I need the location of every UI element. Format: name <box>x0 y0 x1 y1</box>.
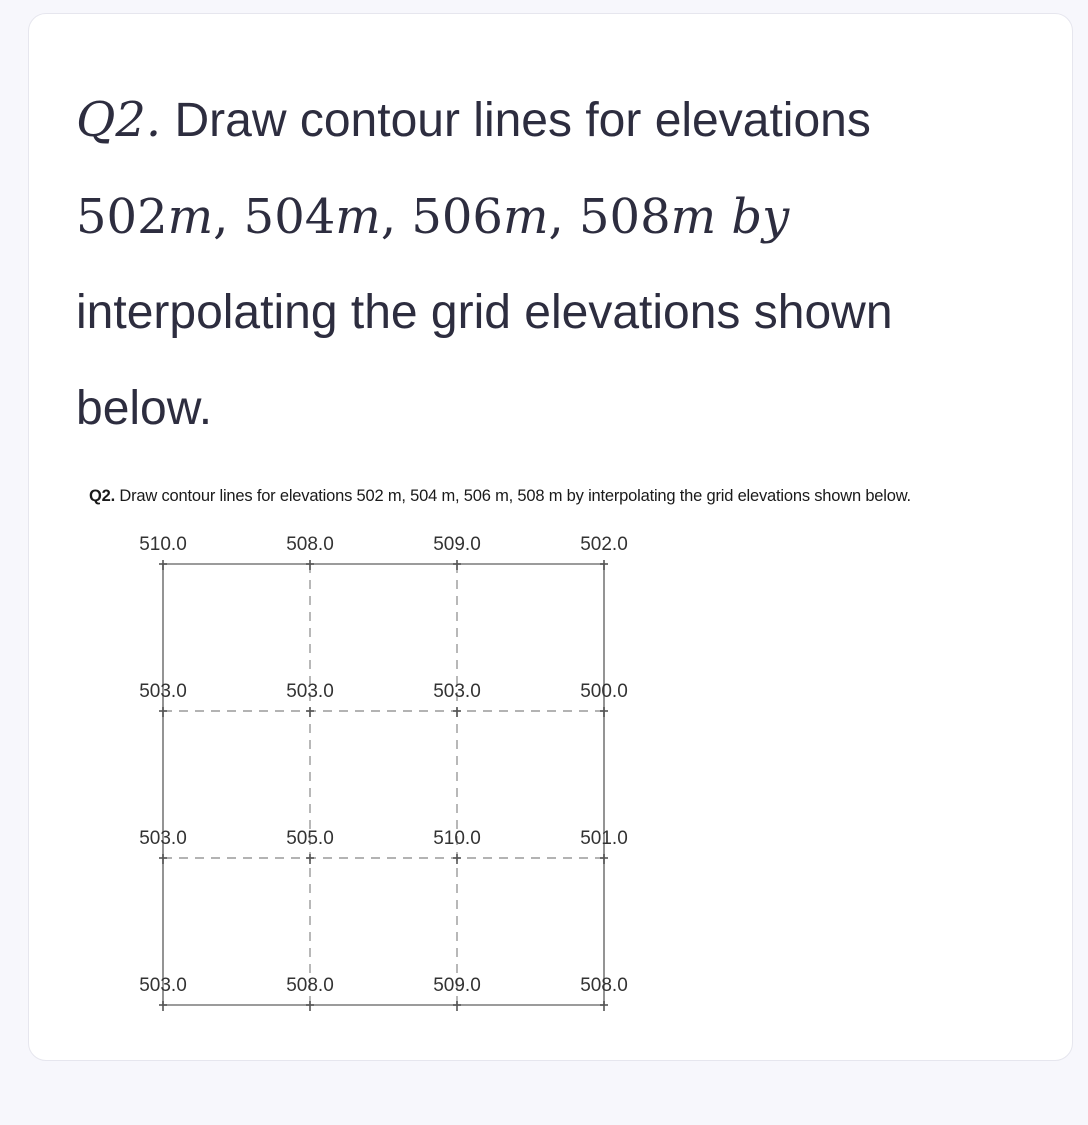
elevation-label: 503.0 <box>139 828 187 849</box>
elevation-label: 509.0 <box>433 975 481 996</box>
figure-caption-prefix: Q2. <box>89 487 115 505</box>
elevation-label: 503.0 <box>433 681 481 702</box>
elevation-label: 508.0 <box>286 975 334 996</box>
elevation-label: 505.0 <box>286 828 334 849</box>
elevation-label: 510.0 <box>433 828 481 849</box>
elevation-502: 502m, <box>76 189 229 245</box>
question-card <box>28 13 1073 1061</box>
elevation-grid <box>89 472 1049 1032</box>
grid-lines <box>159 560 608 1011</box>
elevation-label: 503.0 <box>139 975 187 996</box>
elevation-508: 508m <box>579 189 717 245</box>
question-line-3: interpolating the grid elevations shown <box>76 286 893 339</box>
question-text <box>76 72 1036 457</box>
elevation-label: 508.0 <box>286 534 334 555</box>
math-by: by <box>731 189 790 245</box>
question-number: Q2. <box>76 92 162 148</box>
elevation-label: 509.0 <box>433 534 481 555</box>
elevation-label: 502.0 <box>580 534 628 555</box>
elevation-label: 500.0 <box>580 681 628 702</box>
elevation-label: 501.0 <box>580 828 628 849</box>
question-line-1 <box>76 72 1036 169</box>
elevation-label: 510.0 <box>139 534 187 555</box>
elevation-504: 504m, <box>243 189 397 245</box>
figure-caption-text: Draw contour lines for elevations 502 m, 504 m, 506 m, 508 m by interpolating the grid elevations shown below. <box>119 487 911 505</box>
question-line-2-math <box>76 169 1036 265</box>
question-line-1-text: Draw contour lines for elevations <box>174 94 871 147</box>
grid-labels <box>139 534 628 996</box>
elevation-label: 508.0 <box>580 975 628 996</box>
elevation-506: 506m, <box>411 189 564 245</box>
question-line-4: below. <box>76 382 213 435</box>
elevation-label: 503.0 <box>139 681 187 702</box>
grid-figure <box>89 472 1049 1032</box>
elevation-label: 503.0 <box>286 681 334 702</box>
